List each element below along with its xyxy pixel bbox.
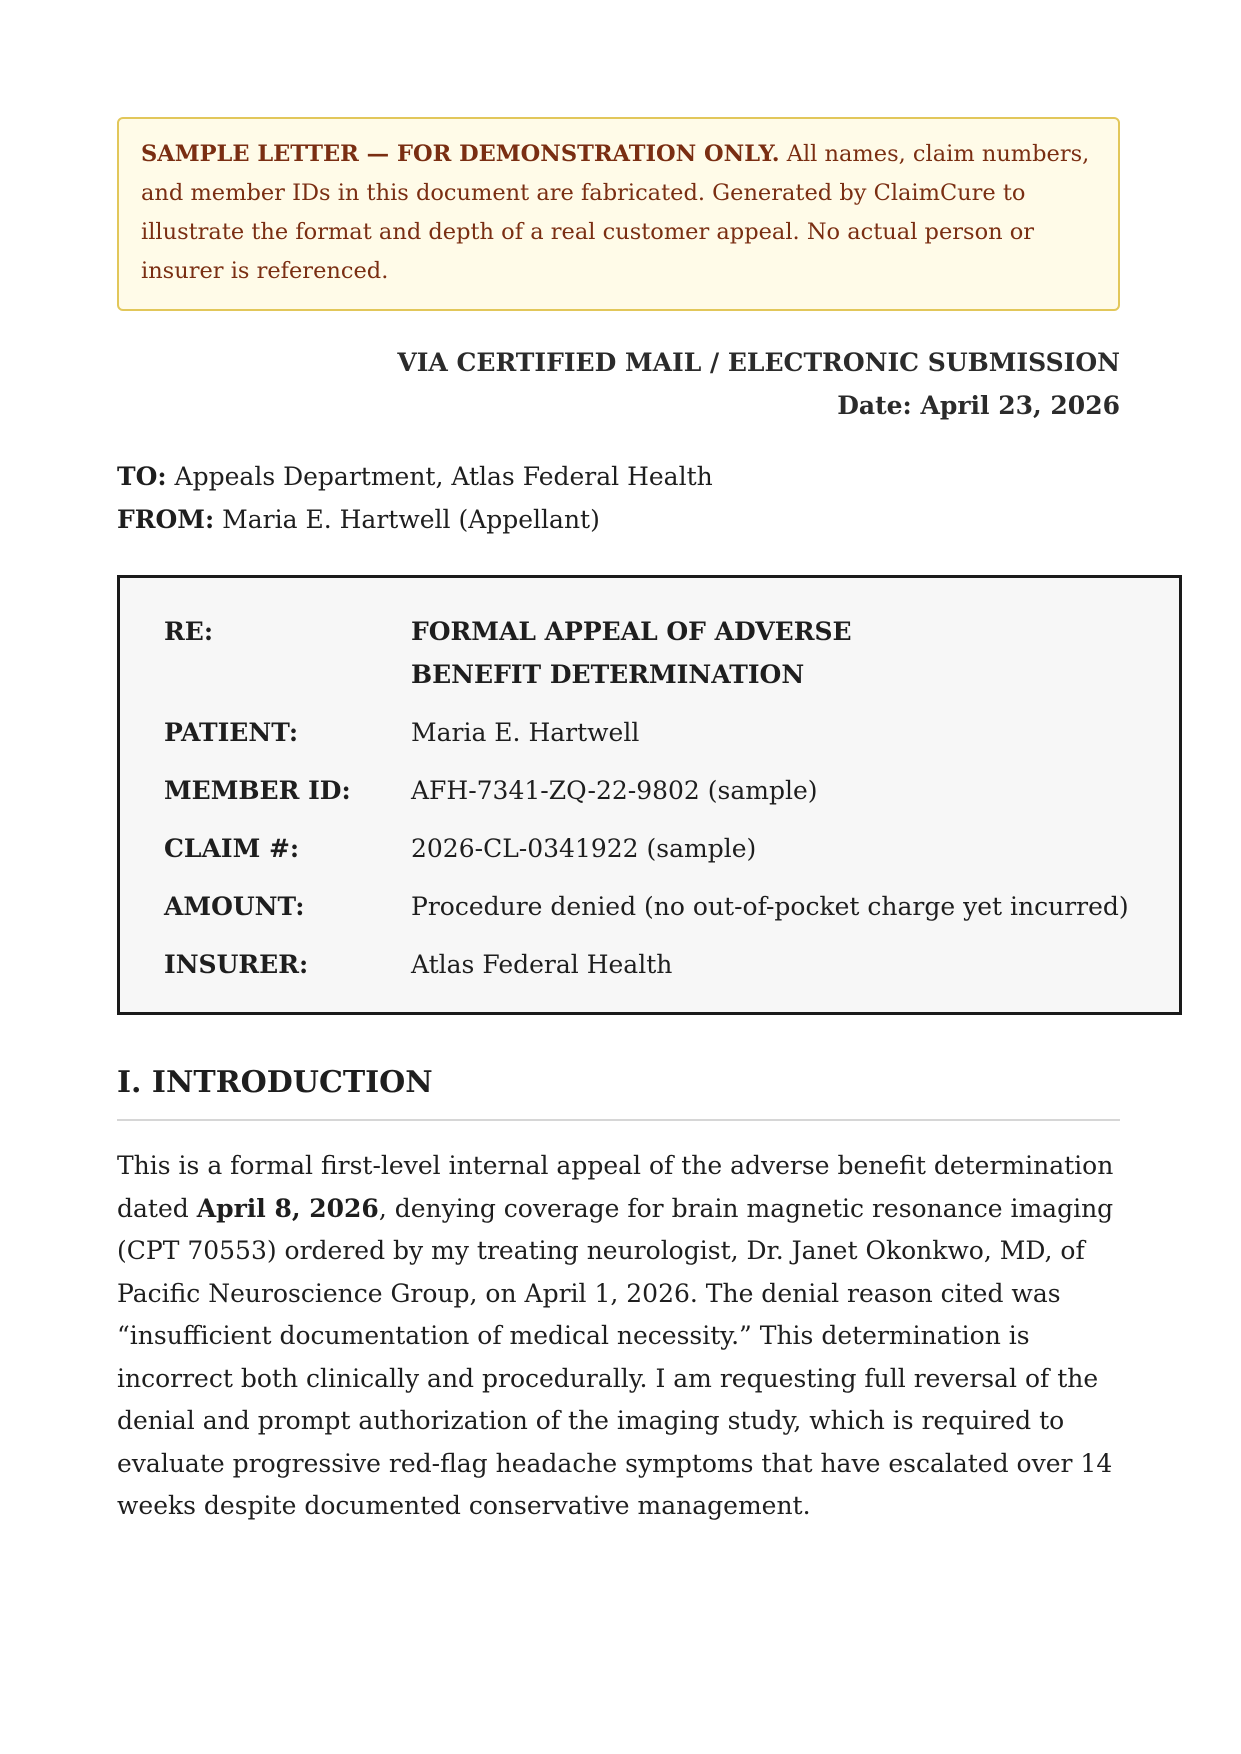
intro-text-start: This is a formal first-level internal appeal of the adverse benefit determination dated — [117, 1151, 1114, 1223]
amount-label: AMOUNT: — [164, 892, 305, 921]
member-id-value: AFH-7341-ZQ-22-9802 (sample) — [411, 776, 818, 805]
patient-label: PATIENT: — [164, 718, 299, 747]
insurer-value: Atlas Federal Health — [411, 950, 673, 979]
member-id-row — [164, 769, 1179, 812]
claim-number-label: CLAIM #: — [164, 834, 300, 863]
to-value: Appeals Department, Atlas Federal Health — [166, 462, 713, 491]
notice-text: All names, claim numbers, and member IDs in this document are fabricated. Generated by ClaimCure to illustrate the format and depth of a real customer appeal. No actual person or insurer is referenced. — [141, 141, 1090, 284]
patient-value: Maria E. Hartwell — [411, 718, 640, 747]
re-row — [164, 610, 1179, 696]
letter-page — [117, 117, 1129, 1553]
claim-details-box — [117, 575, 1182, 1015]
re-value: FORMAL APPEAL OF ADVERSE BENEFIT DETERMINATION — [411, 617, 852, 689]
addressing-block — [117, 455, 1120, 541]
claim-number-value: 2026-CL-0341922 (sample) — [411, 834, 757, 863]
amount-row — [164, 885, 1179, 928]
from-label: FROM: — [117, 505, 215, 534]
amount-value: Procedure denied (no out-of-pocket charge yet incurred) — [411, 892, 1129, 921]
patient-row — [164, 711, 1179, 754]
delivery-header — [117, 341, 1120, 427]
delivery-method: VIA CERTIFIED MAIL / ELECTRONIC SUBMISSION — [397, 348, 1120, 377]
from-line — [117, 498, 1120, 541]
insurer-row — [164, 943, 1179, 986]
denial-date: April 8, 2026 — [196, 1193, 379, 1223]
intro-text-end: , denying coverage for brain magnetic resonance imaging (CPT 70553) ordered by my treating neurologist, Dr. Janet Okonkwo, MD, of Pacific Neuroscience Group, on April 1, 2026. The denial reason cited was “insufficient documentation of medical necessity.” This determination is incorrect both clinically and procedurally. I am requesting full reversal of the denial and prompt authorization of the imaging study, which is required to evaluate progressive red-flag headache symptoms that have escalated over 14 weeks despite documented conservative management. — [117, 1193, 1114, 1520]
section-heading-introduction: I. INTRODUCTION — [117, 1063, 1120, 1121]
introduction-paragraph — [117, 1145, 1120, 1528]
from-value: Maria E. Hartwell (Appellant) — [214, 505, 600, 534]
to-line — [117, 455, 1120, 498]
to-label: TO: — [117, 462, 167, 491]
re-label: RE: — [164, 617, 214, 646]
member-id-label: MEMBER ID: — [164, 776, 351, 805]
claim-number-row — [164, 827, 1179, 870]
insurer-label: INSURER: — [164, 950, 309, 979]
notice-bold-text: SAMPLE LETTER — FOR DEMONSTRATION ONLY. — [141, 141, 780, 167]
sample-notice-banner — [117, 117, 1120, 311]
letter-date: Date: April 23, 2026 — [837, 391, 1120, 420]
